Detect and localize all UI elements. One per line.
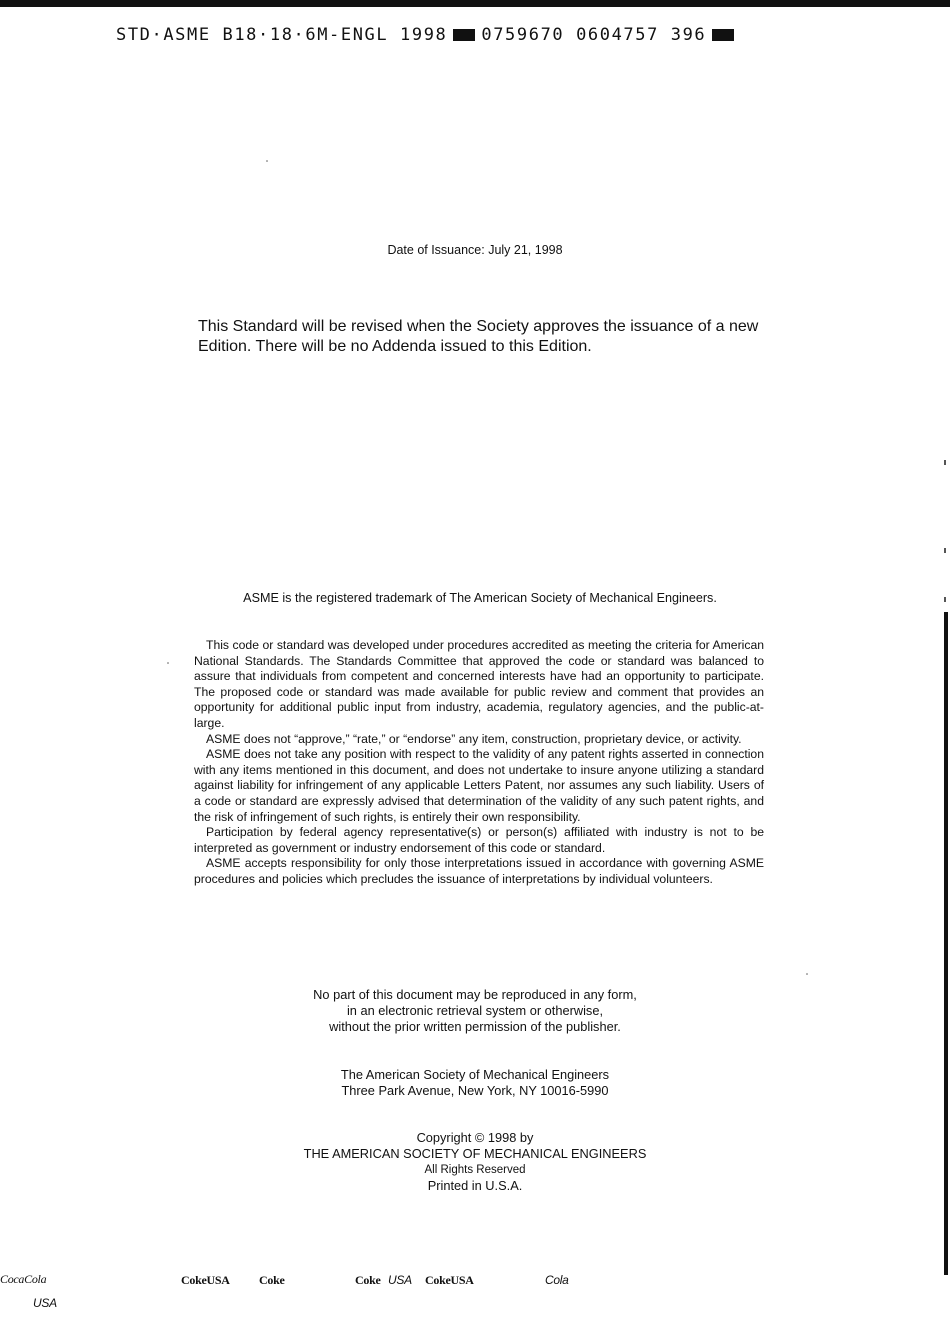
reproduction-line: without the prior written permission of the publisher. xyxy=(329,1019,621,1034)
scan-speck xyxy=(806,973,808,975)
publisher-address xyxy=(0,1067,950,1099)
reproduction-line: No part of this document may be reproduced in any form, xyxy=(313,987,637,1002)
copyright-block xyxy=(0,1130,950,1194)
watermark-coke: Coke xyxy=(259,1273,285,1287)
watermark-cola: Cola xyxy=(545,1273,569,1287)
reproduction-line: in an electronic retrieval system or otherwise, xyxy=(346,1003,604,1018)
publisher-street: Three Park Avenue, New York, NY 10016-5990 xyxy=(341,1083,609,1098)
revision-note: This Standard will be revised when the Society approves the issuance of a new Edition. There will be no Addenda issued to this Edition. xyxy=(198,318,759,355)
trademark-notice: ASME is the registered trademark of The American Society of Mechanical Engineers. xyxy=(243,591,717,605)
scan-speck xyxy=(167,662,169,664)
printed-in: Printed in U.S.A. xyxy=(427,1178,523,1193)
redaction-block xyxy=(453,29,475,41)
standard-code: STD·ASME B18·18·6M-ENGL 1998 xyxy=(116,25,448,45)
watermark-cokeusa: CokeUSA xyxy=(425,1273,474,1287)
catalog-number: 0759670 0604757 396 xyxy=(481,25,707,45)
watermark-cokeusa: CokeUSA xyxy=(181,1273,230,1287)
disclaimer-paragraph: ASME does not take any position with respect to the validity of any patent rights asserted in connection with any items mentioned in this document, and does not undertake to insure anyone utilizing a standard against liability for infringement of any applicable Letters Patent, nor assumes any such liability. Users of a code or standard are expressly advised that determination of the validity of any such patent rights, and the risk of infringement of such rights, is entirely their own responsibility. xyxy=(194,747,764,824)
document-code-header xyxy=(116,25,740,45)
date-of-issuance: Date of Issuance: July 21, 1998 xyxy=(387,243,563,257)
copyright-line: Copyright © 1998 by xyxy=(416,1130,534,1145)
scan-speck xyxy=(266,160,268,162)
disclaimer-paragraph: ASME accepts responsibility for only those interpretations issued in accordance with governing ASME procedures and policies which precludes the issuance of interpretations by individual volunteers. xyxy=(194,856,764,886)
redaction-block xyxy=(712,29,734,41)
disclaimer-text xyxy=(194,638,764,888)
watermark-usa: USA xyxy=(388,1273,412,1287)
watermark-coke: Coke xyxy=(355,1273,381,1287)
reproduction-notice xyxy=(0,987,950,1035)
top-scan-border xyxy=(0,0,950,7)
publisher-name: The American Society of Mechanical Engineers xyxy=(340,1067,610,1082)
copyright-owner: THE AMERICAN SOCIETY OF MECHANICAL ENGINEERS xyxy=(303,1146,647,1161)
scan-mark xyxy=(944,597,946,602)
scan-mark xyxy=(944,460,946,465)
scan-mark xyxy=(944,548,946,553)
disclaimer-paragraph: Participation by federal agency representative(s) or person(s) affiliated with industry is not to be interpreted as government or industry endorsement of this code or standard. xyxy=(194,825,764,855)
disclaimer-paragraph: ASME does not “approve,” “rate,” or “endorse” any item, construction, proprietary device, or activity. xyxy=(206,731,742,746)
rights-reserved: All Rights Reserved xyxy=(424,1164,526,1176)
watermark-usa: USA xyxy=(33,1296,57,1310)
coca-cola-logo: CocaCola xyxy=(0,1272,47,1286)
right-edge-scan-bar xyxy=(944,612,948,1275)
disclaimer-paragraph: This code or standard was developed under procedures accredited as meeting the criteria for American National Standards. The Standards Committee that approved the code or standard was balanced to assure that individuals from competent and concerned interests have had an opportunity to participate. The proposed code or standard was made available for public review and comment that provides an opportunity for additional public input from industry, academia, regulatory agencies, and the public-at-large. xyxy=(194,638,764,730)
